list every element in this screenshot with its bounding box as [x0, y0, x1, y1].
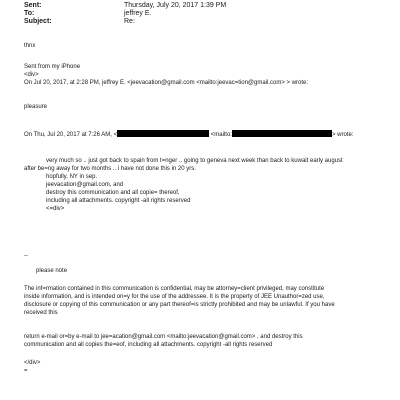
pleasure-text: pleasure	[24, 104, 48, 110]
dashes: --	[24, 253, 28, 259]
confidential-line: The inf=rmation contained in this communication is confidential, may be attorney=client privileged, may constitute	[24, 286, 325, 292]
html-tag: <div>	[24, 72, 39, 78]
please-note: please note	[36, 268, 68, 274]
quote-header-2	[24, 130, 354, 139]
subject-row	[24, 18, 135, 26]
message-line: jeevacation@gmail.com, and	[46, 182, 124, 188]
return-line: return e-mail or=by e-mail to jee=acation@gmail.com <mailto:jeevacation@gmail.com> , and destroy this	[24, 334, 303, 340]
to-label: To:	[24, 10, 35, 17]
to-row	[24, 10, 152, 18]
sent-label: Sent:	[24, 2, 42, 9]
return-line: communication and all copies the=eof, including all attachments. copyright -all rights reserved	[24, 342, 273, 348]
message-line: hopfully, NY in sep.	[46, 174, 98, 180]
confidential-line: received this	[24, 310, 58, 316]
confidential-line: disclosure or copying of this communication or any part thereof=is strictly prohibited and may be unlawful. If you have	[24, 302, 335, 308]
redaction-bar	[117, 130, 209, 137]
signature: Sent from my iPhone	[24, 64, 81, 70]
message-line: destroy this communication and all copie= thereof,	[46, 190, 180, 196]
confidential-line: inside information, and is intended on=y for the use of the addressee. It is the property of JEE Unauthor=zed use,	[24, 294, 325, 300]
message-line: <=div>	[46, 206, 65, 212]
sent-value: Thursday, July 20, 2017 1:39 PM	[124, 2, 227, 9]
sent-row	[24, 2, 226, 10]
subject-value: Re:	[124, 18, 135, 25]
quote2-suffix: > wrote:	[331, 132, 354, 138]
message-line: after be=ng away for two months .. i have not done this in 20 yrs.	[24, 166, 196, 172]
to-value: jeffrey E.	[124, 10, 152, 17]
quote2-prefix: On Thu, Jul 20, 2017 at 7:26 AM, <	[24, 132, 118, 138]
end-div: </div>	[24, 360, 41, 366]
reply-text: thnx	[24, 43, 36, 49]
quote-header-1: On Jul 20, 2017, at 2:28 PM, jeffrey E. <jeevacation@gmail.com <mailto:jeevac=tion@gmail.com> > wrote:	[24, 80, 309, 86]
message-line: including all attachments. copyright -all rights reserved	[46, 198, 191, 204]
message-line: very much so .. just got back to spain from t=nger .. going to geneva next week than back to kuwait early august	[46, 158, 343, 164]
subject-label: Subject:	[24, 18, 52, 25]
redaction-bar	[232, 130, 332, 137]
quote2-mailto: <mailto:	[210, 132, 232, 138]
end-eq: =	[24, 368, 28, 374]
